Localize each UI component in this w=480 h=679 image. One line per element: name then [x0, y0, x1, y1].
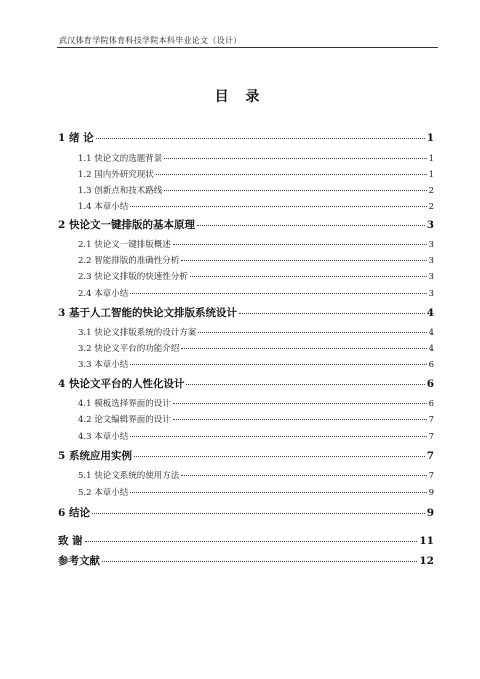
- toc-entry-label: 致 谢: [58, 535, 83, 547]
- toc-entry-label: 5.1 快论文系统的使用方法: [78, 471, 180, 481]
- toc-entry-label: 1.2 国内外研究现状: [78, 170, 154, 180]
- toc-page-number: 6: [426, 378, 434, 390]
- toc-section-entry[interactable]: [78, 270, 434, 284]
- toc-chapter-entry[interactable]: [58, 506, 434, 520]
- toc-entry-label: 4 快论文平台的人性化设计: [58, 378, 185, 390]
- toc-page-number: 3: [428, 240, 434, 250]
- toc-dot-leader: [134, 456, 425, 457]
- toc-section-entry[interactable]: [78, 469, 434, 483]
- toc-entry-label: 1 绪 论: [58, 132, 94, 144]
- toc-page-number: 12: [419, 555, 434, 567]
- toc-page-number: 1: [428, 170, 434, 180]
- toc-page-number: 6: [428, 360, 434, 370]
- toc-dot-leader: [173, 244, 427, 245]
- toc-chapter-entry[interactable]: [58, 449, 434, 463]
- toc-page-number: 4: [426, 307, 434, 319]
- toc-dot-leader: [92, 513, 425, 514]
- toc-chapter-entry[interactable]: [58, 377, 434, 391]
- toc-dot-leader: [181, 260, 426, 261]
- toc-section-entry[interactable]: [78, 168, 434, 182]
- toc-section-entry[interactable]: [78, 397, 434, 411]
- toc-entry-label: 4.3 本章小结: [78, 432, 129, 442]
- toc-page-number: 9: [426, 507, 434, 519]
- toc-page-number: 7: [428, 432, 434, 442]
- toc-page-number: 3: [428, 272, 434, 282]
- toc-page-number: 7: [428, 471, 434, 481]
- toc-dot-leader: [102, 561, 417, 562]
- toc-entry-label: 1.1 快论文的选题背景: [78, 154, 163, 164]
- toc-section-entry[interactable]: [78, 184, 434, 198]
- toc-section-entry[interactable]: [78, 486, 434, 500]
- toc-section-entry[interactable]: [78, 287, 434, 301]
- toc-entry-label: 5 系统应用实例: [58, 450, 132, 462]
- toc-section-entry[interactable]: [78, 342, 434, 356]
- toc-section-entry[interactable]: [78, 152, 434, 166]
- toc-entry-label: 2.4 本章小结: [78, 289, 129, 299]
- toc-chapter-entry[interactable]: [58, 534, 434, 548]
- toc-dot-leader: [156, 174, 427, 175]
- running-header: 武汉体育学院体育科技学院本科毕业论文（设计）: [59, 36, 242, 45]
- toc-page-number: 3: [426, 219, 434, 231]
- toc-section-entry[interactable]: [78, 358, 434, 372]
- toc-section-entry[interactable]: [78, 200, 434, 214]
- toc-entry-label: 3 基于人工智能的快论文排版系统设计: [58, 307, 237, 319]
- toc-chapter-entry[interactable]: [58, 131, 434, 145]
- toc-entry-label: 6 结论: [58, 507, 90, 519]
- toc-dot-leader: [181, 348, 426, 349]
- toc-entry-label: 2 快论文一键排版的基本原理: [58, 219, 195, 231]
- toc-entry-label: 3.3 本章小结: [78, 360, 129, 370]
- toc-entry-label: 4.1 模板选择界面的设计: [78, 399, 171, 409]
- toc-dot-leader: [198, 332, 426, 333]
- toc-dot-leader: [239, 313, 425, 314]
- toc-entry-label: 4.2 论文编辑界面的设计: [78, 415, 171, 425]
- toc-page-number: 11: [419, 535, 434, 547]
- toc-entry-label: 2.2 智能排版的准确性分析: [78, 256, 180, 266]
- toc-page-number: 3: [428, 256, 434, 266]
- toc-dot-leader: [130, 206, 426, 207]
- toc-entry-label: 3.1 快论文排版系统的设计方案: [78, 328, 197, 338]
- toc-title: 目 录: [214, 89, 266, 105]
- toc-section-entry[interactable]: [78, 430, 434, 444]
- toc-entry-label: 1.4 本章小结: [78, 202, 129, 212]
- toc-chapter-entry[interactable]: [58, 218, 434, 232]
- toc-dot-leader: [173, 419, 427, 420]
- toc-dot-leader: [130, 492, 426, 493]
- toc-entry-label: 2.3 快论文排版的快速性分析: [78, 272, 188, 282]
- toc-page-number: 4: [428, 328, 434, 338]
- toc-page-number: 2: [428, 202, 434, 212]
- toc-page-number: 7: [428, 415, 434, 425]
- toc-page-number: 9: [428, 488, 434, 498]
- toc-dot-leader: [130, 364, 426, 365]
- toc-entry-label: 2.1 快论文一键排版概述: [78, 240, 171, 250]
- toc-entry-label: 参考文献: [58, 555, 100, 567]
- toc-chapter-entry[interactable]: [58, 554, 434, 568]
- toc-dot-leader: [197, 225, 425, 226]
- toc-section-entry[interactable]: [78, 238, 434, 252]
- toc-section-entry[interactable]: [78, 254, 434, 268]
- toc-page-number: 6: [428, 399, 434, 409]
- toc-section-entry[interactable]: [78, 326, 434, 340]
- header-rule: [57, 47, 438, 48]
- toc-dot-leader: [190, 276, 427, 277]
- toc-page-number: 1: [426, 132, 434, 144]
- toc-dot-leader: [130, 293, 426, 294]
- toc-dot-leader: [181, 475, 426, 476]
- toc-section-entry[interactable]: [78, 413, 434, 427]
- toc-dot-leader: [173, 403, 427, 404]
- toc-page-number: 7: [426, 450, 434, 462]
- toc-chapter-entry[interactable]: [58, 306, 434, 320]
- toc-dot-leader: [164, 158, 426, 159]
- toc-entry-label: 3.2 快论文平台的功能介绍: [78, 344, 180, 354]
- toc-dot-leader: [130, 436, 426, 437]
- toc-dot-leader: [85, 541, 418, 542]
- toc-entry-label: 1.3 创新点和技术路线: [78, 186, 163, 196]
- toc-page-number: 3: [428, 289, 434, 299]
- toc-page-number: 2: [428, 186, 434, 196]
- toc-dot-leader: [164, 190, 426, 191]
- toc-page-number: 4: [428, 344, 434, 354]
- toc-page-number: 1: [428, 154, 434, 164]
- toc-entry-label: 5.2 本章小结: [78, 488, 129, 498]
- toc-dot-leader: [96, 138, 425, 139]
- toc-dot-leader: [186, 384, 424, 385]
